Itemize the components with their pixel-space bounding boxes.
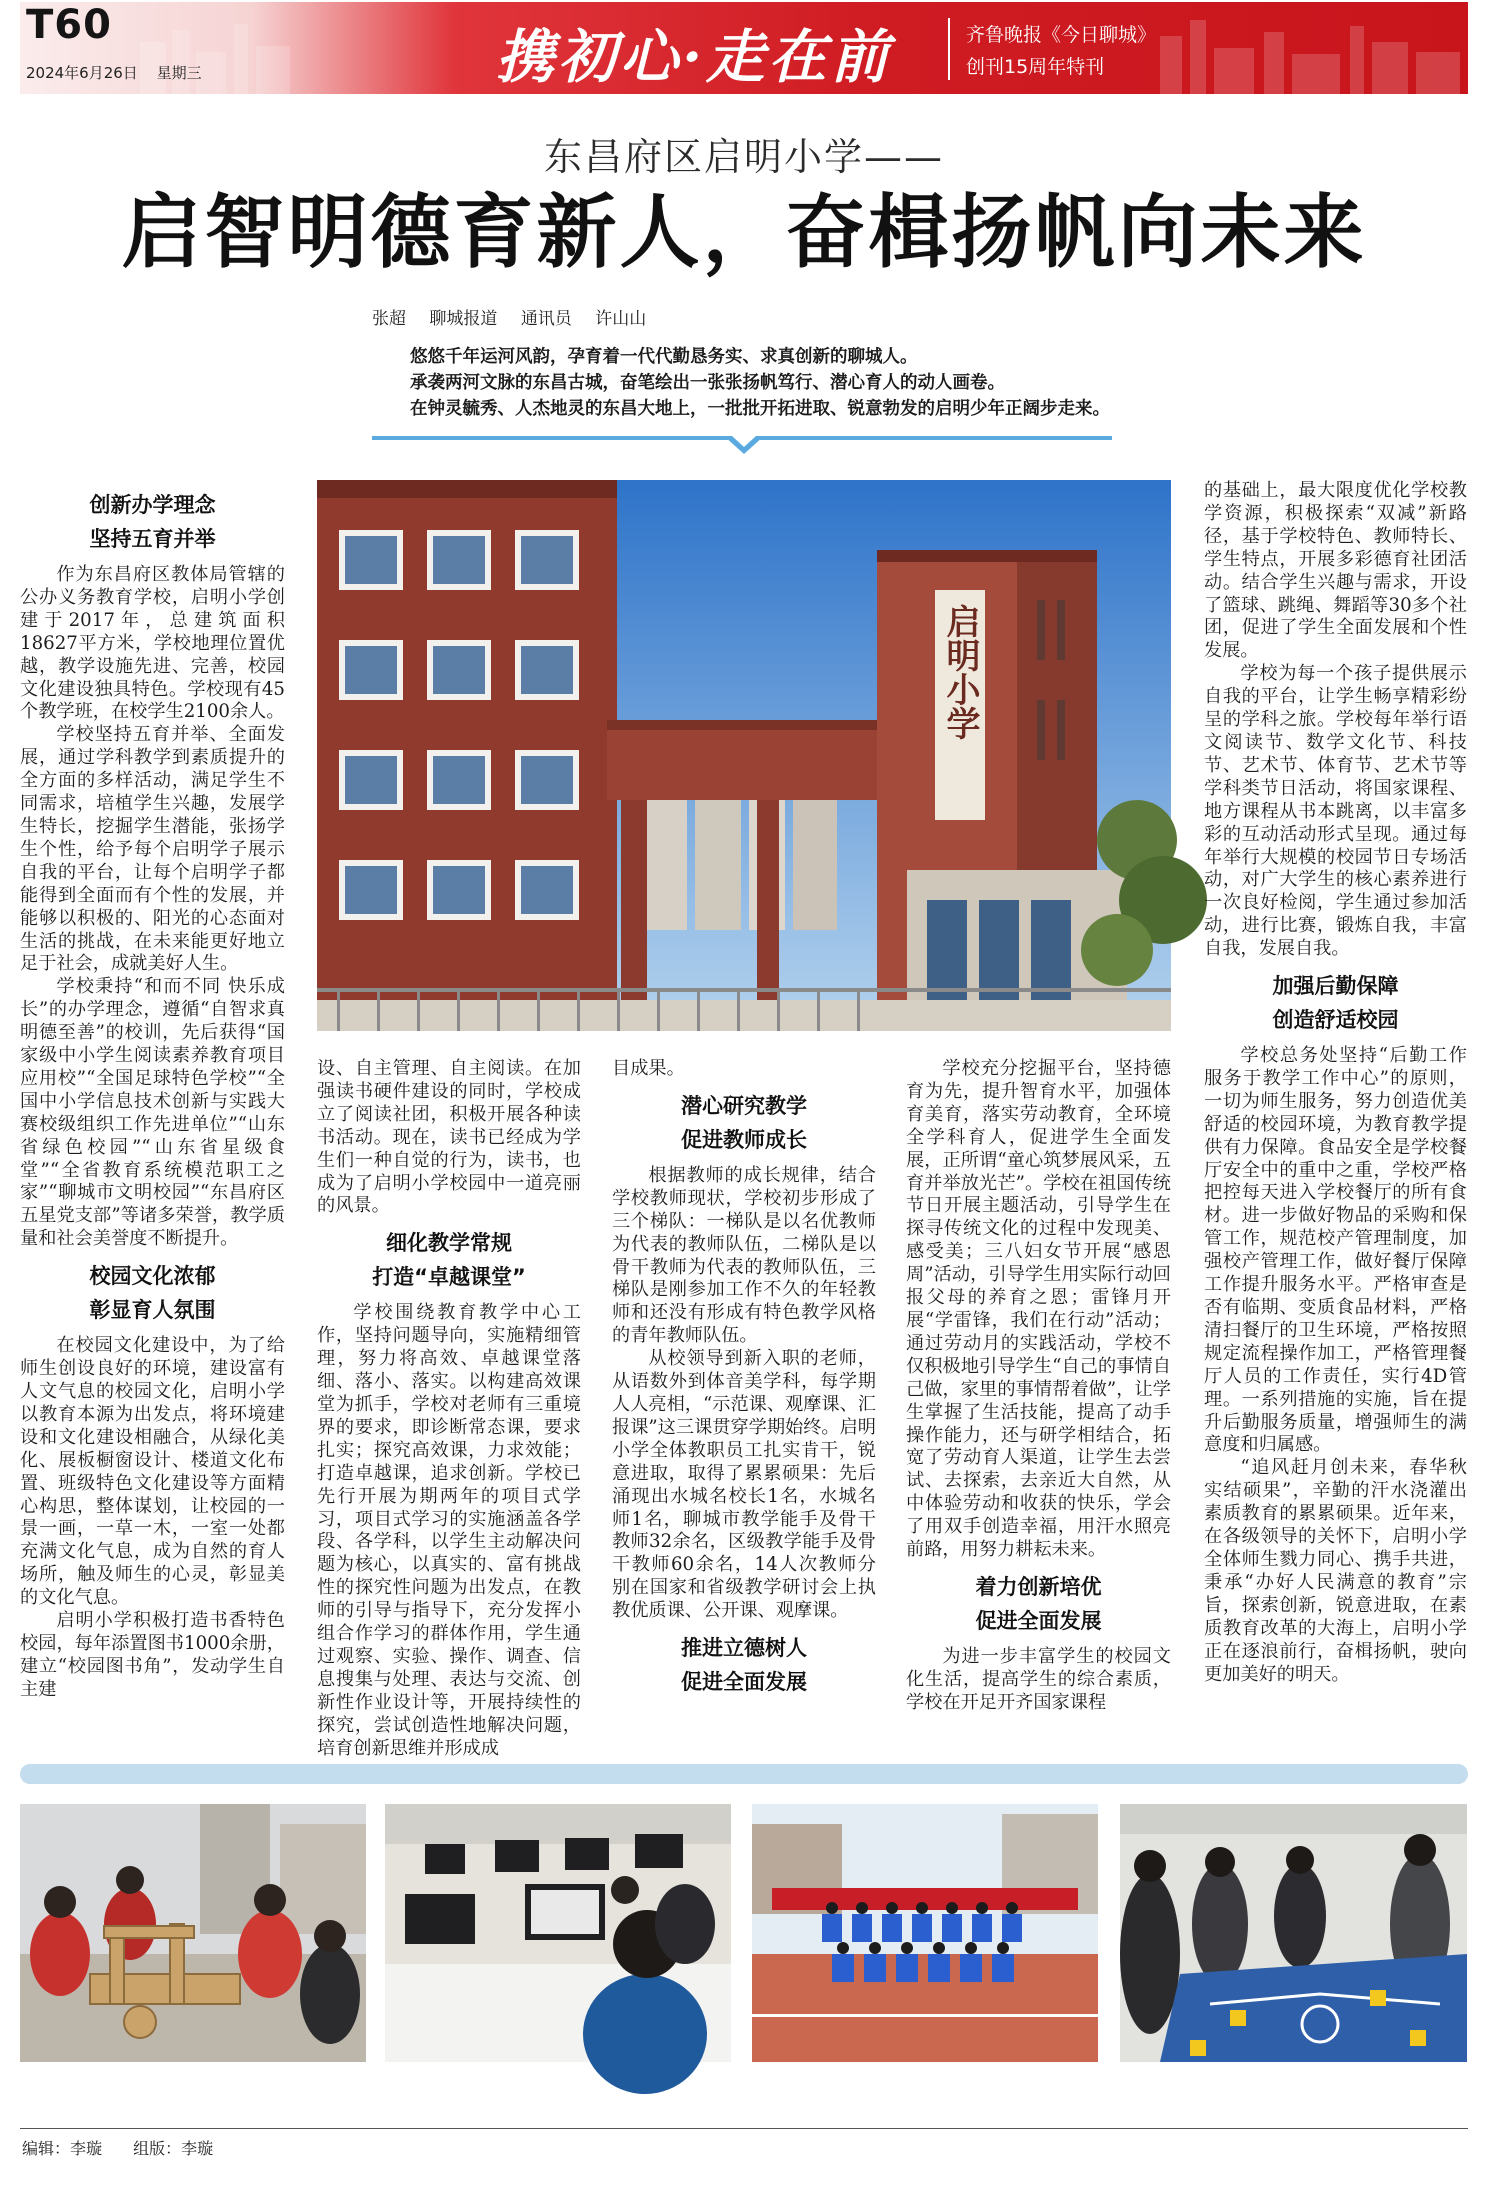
paragraph: 启明小学积极打造书香特色校园，每年添置图书1000余册，建立“校园图书角”，发动学生自主建 — [20, 1610, 285, 1700]
heading-line: 潜心研究教学 — [681, 1093, 807, 1118]
paragraph: 学校围绕教育教学中心工作，坚持问题导向，实施精细管理，努力将高效、卓越课堂落细、落小、落实。以构建高效课堂为抓手，学校对老师有三重境界的要求，即诊断常态课，要求扎实；探究高效课，力求效能；打造卓越课，追求创新。学校已先行开展为期两年的项目式学习，项目式学习的实施涵盖各学段、各学科，以学生主动解决问题为核心，以真实的、富有挑战性的探究性问题为出发点，在教师的引导与指导下，充分发挥小组合作学习的群体作用，学生通过观察、实验、操作、调查、信息搜集与处理、表达与交流、创新性作业设计等，开展持续性的探究，尝试创造性地解决问题，培育创新思维并形成成 — [317, 1302, 581, 1759]
photo-football-team — [752, 1804, 1098, 2062]
intro-line: 承袭两河文脉的东昌古城，奋笔绘出一张张扬帆笃行、潜心育人的动人画卷。 — [410, 373, 1005, 393]
heading-line: 加强后勤保障 — [1272, 974, 1399, 999]
intro-line: 在钟灵毓秀、人杰地灵的东昌大地上，一批批开拓进取、锐意勃发的启明少年正阔步走来。 — [410, 399, 1110, 419]
footer-credits — [22, 2136, 239, 2159]
editor-credit: 编辑：李璇 — [22, 2139, 103, 2158]
photo-robotics-table — [1120, 1804, 1467, 2062]
section-heading — [612, 1089, 876, 1157]
byline-dateline: 聊城报道 — [429, 309, 498, 329]
column-1 — [20, 488, 285, 1736]
footer-rule — [20, 2128, 1468, 2129]
section-heading — [1204, 969, 1467, 1037]
paragraph: 学校坚持五育并举、全面发展，通过学科教学到素质提升的全方面的多样活动，满足学生不同需求，培植学生兴趣，发展学生特长，挖掘学生潜能，张扬学生个性，给予每个启明学子展示自我的平台，让每个启明学子都能得到全面而有个性的发展，并能够以积极的、阳光的心态面对生活的挑战，在未来能更好地立足于社会，成就美好人生。 — [20, 724, 285, 975]
byline-author: 张超 — [372, 309, 406, 329]
paragraph: 在校园文化建设中，为了给师生创设良好的环境，建设富有人文气息的校园文化，启明小学以教育本源为出发点，将环境建设和文化建设相融合，从绿化美化、展板橱窗设计、楼道文化布置、班级特色文化建设等方面精心构思，整体谋划，让校园的一景一画，一草一木，一室一处都充满文化气息，成为自然的育人场所，触及师生的心灵，彰显美的文化气息。 — [20, 1335, 285, 1609]
banner-slogan: 携初心·走在前 — [496, 23, 893, 91]
column-4 — [906, 1058, 1171, 1736]
heading-line: 创新办学理念 — [89, 493, 216, 517]
column-3 — [612, 1058, 876, 1736]
paragraph: 学校充分挖掘平台，坚持德育为先，提升智育水平，加强体育美育，落实劳动教育，全环境全学科育人，促进学生全面发展，正所谓“童心筑梦展风采，五育并举放光芒”。学校在祖国传统节日开展主题活动，引导学生在探寻传统文化的过程中发现美、感受美；三八妇女节开展“感恩周”活动，引导学生用实际行动回报父母的养育之恩；雷锋月开展“学雷锋，我们在行动”活动；通过劳动月的实践活动，学校不仅积极地引导学生“自己的事情自己做，家里的事情帮着做”，让学生掌握了生活技能，提高了动手操作能力，还与研学相结合，拓宽了劳动育人渠道，让学生去尝试、去探索，去亲近大自然，从中体验劳动和收获的快乐，学会了用双手创造幸福，用汗水照亮前路，用努力耕耘未来。 — [906, 1058, 1171, 1561]
section-heading — [612, 1631, 876, 1699]
heading-line: 促进全面发展 — [975, 1608, 1102, 1633]
intro-line: 悠悠千年运河风韵，孕育着一代代勤恳务实、求真创新的聊城人。 — [410, 347, 918, 367]
chevron-down-icon — [724, 436, 764, 456]
school-building-photo — [317, 480, 1171, 1031]
weekday-text: 星期三 — [156, 64, 202, 82]
column-5 — [1204, 480, 1467, 1736]
paragraph: 设、自主管理、自主阅读。在加强读书硬件建设的同时，学校成立了阅读社团，积极开展各种读书活动。现在，读书已经成为学生们一种自觉的行为，读书，也成为了启明小学校园中一道亮丽的风景。 — [317, 1058, 581, 1217]
left-brick-building — [317, 480, 617, 1031]
heading-line: 创造舒适校园 — [1272, 1008, 1399, 1033]
banner-divider — [948, 18, 950, 80]
special-edition-label: 创刊15周年特刊 — [966, 56, 1105, 78]
article-title: 启智明德育新人，奋楫扬帆向未来 — [121, 185, 1367, 279]
section-heading — [317, 1226, 581, 1294]
ground — [317, 1000, 1171, 1031]
computer-lab-illustration — [385, 1804, 731, 2062]
monitor-screen — [531, 1890, 599, 1934]
heading-line: 彰显育人氛围 — [89, 1298, 216, 1323]
layout-credit: 组版：李璇 — [133, 2139, 214, 2158]
robotics-table-illustration — [1120, 1804, 1467, 2062]
article-intro — [410, 344, 1130, 422]
football-team-illustration — [752, 1804, 1098, 2062]
heading-line: 细化教学常规 — [386, 1231, 512, 1256]
heading-line: 着力创新培优 — [975, 1574, 1102, 1599]
paragraph: 目成果。 — [612, 1058, 685, 1079]
paragraph: 学校秉持“和而不同 快乐成长”的办学理念，遵循“自智求真 明德至善”的校训，先后获得“国家级中小学生阅读素养教育项目应用校”“全国足球特色学校”“全国中小学信息技术创新与实践大赛校级组织工作先进单位”“山东省绿色校园”“山东省星级食堂”“全省教育系统模范职工之家”“聊城市文明校园”“东昌府区五星党支部”等诸多荣誉，教学质量和社会美誉度不断提升。 — [20, 976, 285, 1250]
paragraph: 根据教师的成长规律，结合学校教师现状，学校初步形成了三个梯队：一梯队是以名优教师为代表的教师队伍，二梯队是以骨干教师为代表的教师队伍，三梯队是刚参加工作不久的年轻教师和还没有形成有特色教学风格的青年教师队伍。 — [612, 1164, 876, 1347]
paragraph: “追风赶月创未来，春华秋实结硕果”，辛勤的汗水浇灌出素质教育的累累硕果。近年来，在各级领导的关怀下，启明小学全体师生戮力同心、携手共进，秉承“办好人民满意的教育”宗旨，探索创新，锐意进取，在素质教育改革的大海上，启明小学正在逐浪前行，奋楫扬帆，驶向更加美好的明天。 — [1204, 1457, 1467, 1685]
date-text: 2024年6月26日 — [26, 64, 138, 82]
byline-correspondent: 许山山 — [595, 309, 647, 329]
heading-line: 打造“卓越课堂” — [372, 1265, 526, 1290]
heading-line: 校园文化浓郁 — [89, 1264, 216, 1289]
column-2 — [317, 1058, 581, 1759]
heading-line: 促进全面发展 — [681, 1670, 807, 1695]
byline-role: 通讯员 — [520, 309, 572, 329]
paragraph: 作为东昌府区教体局管辖的公办义务教育学校，启明小学创建于2017年，总建筑面积18627平方米，学校地理位置优越，教学设施先进、完善，校园文化建设独具特色。学校现有45个教学班，在校学生2100余人。 — [20, 564, 285, 723]
heading-line: 促进教师成长 — [681, 1127, 807, 1152]
paragraph: 的基础上，最大限度优化学校教学资源，积极探索“双减”新路径，基于学校特色、教师特长、学生特点，开展多彩德育社团活动。结合学生兴趣与需求，开设了篮球、跳绳、舞蹈等30多个社团，促进了学生全面发展和个性发展。 — [1204, 480, 1467, 662]
heading-line: 坚持五育并举 — [89, 527, 216, 551]
school-building-illustration — [317, 480, 1171, 1031]
paragraph: 学校为每一个孩子提供展示自我的平台，让学生畅享精彩纷呈的学科之旅。学校每年举行语文阅读节、数学文化节、科技节、艺术节、体育节、艺术节等学科类节日活动，将国家课程、地方课程从书本跳离，以丰富多彩的互动活动形式呈现。通过每年举行大规模的校园节日专场活动，对广大学生的核心素养进行一次良好检阅，学生通过参加活动，进行比赛，锻炼自我，丰富自我，发展自我。 — [1204, 663, 1467, 960]
photo-students-wooden-model — [20, 1804, 366, 2062]
photo-strip-bar — [20, 1764, 1468, 1784]
page-number: T60 — [26, 2, 112, 48]
students-model-illustration — [20, 1804, 366, 2062]
photo-computer-lab — [385, 1804, 731, 2062]
paragraph: 为进一步丰富学生的校园文化生活，提高学生的综合素质，学校在开足开齐国家课程 — [906, 1645, 1171, 1713]
article-kicker: 东昌府区启明小学—— — [543, 135, 944, 179]
school-sign-text: 启明小学 — [940, 604, 980, 740]
issue-date — [26, 62, 216, 83]
paragraph: 学校总务处坚持“后勤工作服务于教学工作中心”的原则，一切为师生服务，努力创造优美舒适的校园环境，为教育教学提供有力保障。食品安全是学校餐厅安全中的重中之重，学校严格把控每天进入学校餐厅的所有食材。进一步做好物品的采购和保管工作，规范校产管理制度，加强校产管理工作，做好餐厅保障工作提升服务水平。严格审查是否有临期、变质食品材料，严格清扫餐厅的卫生环境，严格按照规定流程操作加工，严格管理餐厅人员的工作责任，实行4D管理。一系列措施的实施，旨在提升后勤服务质量，增强师生的满意度和归属感。 — [1204, 1045, 1467, 1456]
section-heading — [906, 1570, 1171, 1638]
paragraph: 从校领导到新入职的老师，从语数外到体音美学科，每学期人人亮相，“示范课、观摩课、汇报课”这三课贯穿学期始终。启明小学全体教职员工扎实肯干，锐意进取，取得了累累硕果：先后涌现出水城名校长1名，水城名师1名，聊城市教学能手及骨干教师32余名，区级教学能手及骨干教师60余名，14人次教师分别在国家和省级教学研讨会上执教优质课、公开课、观摩课。 — [612, 1348, 876, 1622]
newspaper-name: 齐鲁晚报《今日聊城》 — [966, 24, 1157, 46]
byline — [372, 304, 664, 329]
section-heading — [20, 1259, 285, 1327]
heading-line: 推进立德树人 — [681, 1636, 807, 1661]
section-heading — [20, 488, 285, 556]
